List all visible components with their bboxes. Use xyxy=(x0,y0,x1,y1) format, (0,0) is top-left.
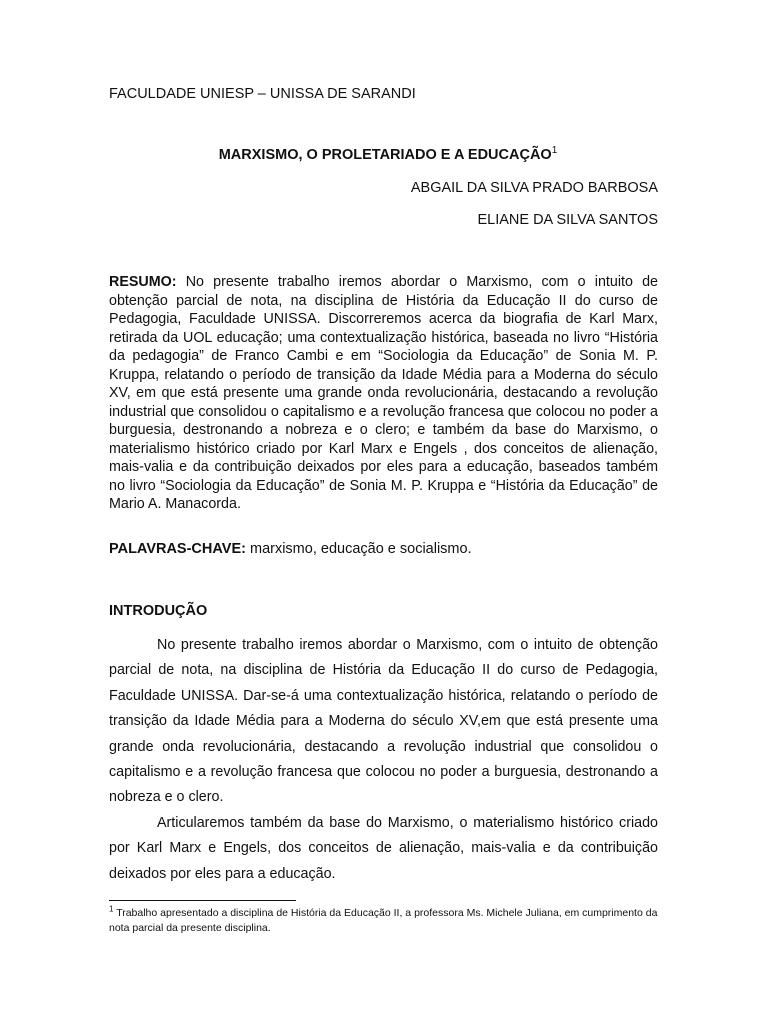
keywords xyxy=(109,541,472,557)
abstract xyxy=(109,273,658,514)
introduction-body xyxy=(109,633,658,887)
title-footnote-mark: 1 xyxy=(551,145,558,157)
author-1: ABGAIL DA SILVA PRADO BARBOSA xyxy=(410,180,658,196)
keywords-label: PALAVRAS-CHAVE: xyxy=(109,541,246,557)
introduction-heading: INTRODUÇÃO xyxy=(109,603,208,619)
footnote xyxy=(109,906,669,936)
paper-title xyxy=(0,147,768,163)
abstract-label: RESUMO: xyxy=(109,274,177,290)
introduction-paragraph-1: No presente trabalho iremos abordar o Marxismo, com o intuito de obtenção parcial de nota, na disciplina de História da Educação II do curso de Pedagogia, Faculdade UNISSA. Dar-se-á uma contextualização histórica, relatando o período de transição da Idade Média para a Moderna do século XV,em que está presente uma grande onda revolucionária, destacando a revolução industrial que consolidou o capitalismo e a revolução francesa que colocou no poder a burguesia, destronando a nobreza e o clero. xyxy=(109,637,658,806)
paper-title-text: MARXISMO, O PROLETARIADO E A EDUCAÇÃO xyxy=(218,147,552,163)
author-2: ELIANE DA SILVA SANTOS xyxy=(477,212,658,228)
keywords-text: marxismo, educação e socialismo. xyxy=(249,541,472,557)
footnote-mark: 1 xyxy=(109,904,114,914)
institution-name: FACULDADE UNIESP – UNISSA DE SARANDI xyxy=(109,86,416,102)
abstract-text: No presente trabalho iremos abordar o Marxismo, com o intuito de obtenção parcial de nota, na disciplina de História da Educação II do curso de Pedagogia, Faculdade UNISSA. Discorreremos acerca da biografia de Karl Marx, retirada da UOL educação; uma contextualização histórica, baseada no livro “História da pedagogia” de Franco Cambi e em “Sociologia da Educação” de Sonia M. P. Kruppa, relatando o período de transição da Idade Média para a Moderna do século XV, em que está presente uma grande onda revolucionária, destacando a revolução industrial que consolidou o capitalismo e a revolução francesa que colocou no poder a burguesia, destronando a nobreza e o clero; e também da base do Marxismo, o materialismo histórico criado por Karl Marx e Engels , dos conceitos de alienação, mais-valia e da contribuição deixados por eles para a educação, baseados também no livro “Sociologia da Educação” de Sonia M. P. Kruppa e “História da Educação” de Mario A. Manacorda. xyxy=(109,274,658,512)
abstract-paragraph xyxy=(109,273,658,514)
footnote-text: Trabalho apresentado a disciplina de História da Educação II, a professora Ms. Michele Juliana, em cumprimento da nota parcial da presente disciplina. xyxy=(109,907,658,934)
footnote-divider xyxy=(109,900,296,901)
introduction-paragraph-2: Articularemos também da base do Marxismo, o materialismo histórico criado por Karl Marx e Engels, dos conceitos de alienação, mais-valia e da contribuição deixados por eles para a educação. xyxy=(109,814,658,882)
